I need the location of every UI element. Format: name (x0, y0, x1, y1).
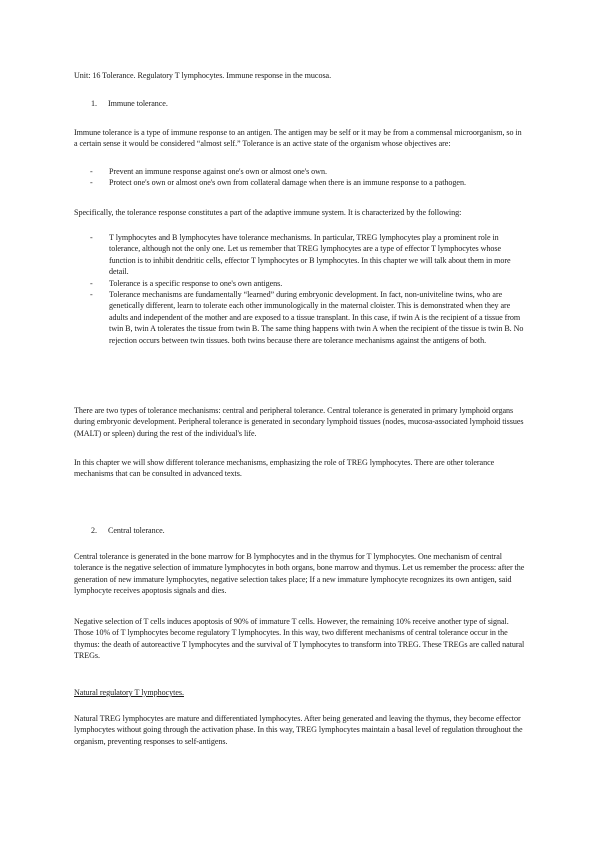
list-item: - Tolerance is a specific response to one's own antigens. (90, 278, 283, 288)
tolerance-types-paragraph: There are two types of tolerance mechanisms: central and peripheral tolerance. Central tolerance is generated in primary lymphoid organs during embryonic development. Peripheral tolerance is generated in secondary lymphoid tissues (nodes, mucosa-associated lymphoid tissues (MALT) or spleen) during the rest of the individual's life. (74, 406, 524, 438)
list-item: - Tolerance mechanisms are fundamentally “learned” during embryonic development. In fact, non-univiteline twins, who are genetically different, learn to tolerate each other immunologically in the maternal cloister. This is demonstrated when they are adults and independent of the mother and are exposed to a tissue transplant. In this case, if twin A is the recipient of a tissue from twin B, twin A tolerates the tissue from twin B. The same thing happens with twin A when the recipient of the tissue is twin B. No rejection occurs between twin tissues. both twins because there are tolerance mechanisms against the antigens of both. (90, 290, 524, 345)
chapter-note-paragraph: In this chapter we will show different tolerance mechanisms, emphasizing the role of TREG lymphocytes. There are other tolerance mechanisms that can be consulted in advanced texts. (74, 458, 495, 479)
characteristics-list (74, 232, 526, 346)
section-2-title: Central tolerance. (108, 526, 165, 535)
unit-title: Unit: 16 Tolerance. Regulatory T lymphocytes. Immune response in the mucosa. (74, 71, 332, 80)
characterized-intro: Specifically, the tolerance response constitutes a part of the adaptive immune system. It is characterized by the following: (74, 208, 462, 217)
section-1-intro: Immune tolerance is a type of immune response to an antigen. The antigen may be self or it may be from a commensal microorganism, so in a certain sense it would be considered “almost self.” Tolerance is an active state of the organism whose objectives are: (74, 128, 522, 149)
dash-bullet: - (90, 178, 93, 188)
list-item: - Prevent an immune response against one's own or almost one's own. (90, 167, 327, 176)
dash-bullet: - (90, 278, 93, 288)
negative-selection-paragraph: Negative selection of T cells induces apoptosis of 90% of immature T cells. However, the remaining 10% receive another type of signal. Those 10% of T lymphocytes become regulatory T lymphocytes. In this way, two different mechanisms of central tolerance occur in the thymus: the death of autoreactive T lymphocytes and the survival of T lymphocytes to transform into TREG. These TREGs are called natural TREGs. (74, 617, 525, 661)
objectives-list (74, 166, 526, 189)
section-1-number: 1. (91, 99, 97, 108)
natural-treg-subheading: Natural regulatory T lymphocytes. (74, 688, 184, 697)
section-1-heading (91, 98, 168, 109)
dash-bullet: - (90, 233, 93, 242)
natural-treg-paragraph: Natural TREG lymphocytes are mature and differentiated lymphocytes. After being generated and leaving the thymus, they become effector lymphocytes without going through the activation phase. In this way, TREG lymphocytes maintain a basal level of regulation throughout the organism, preventing responses to self-antigens. (74, 714, 523, 746)
list-item: - T lymphocytes and B lymphocytes have tolerance mechanisms. In particular, TREG lymphocytes play a prominent role in tolerance, although not the only one. Let us remember that TREG lymphocytes are a type of effector T lymphocytes whose function is to inhibit dendritic cells, effector T lymphocytes or B lymphocytes. In this chapter we will talk about them in more detail. (90, 233, 511, 277)
list-item: - Protect one's own or almost one's own from collateral damage when there is an immune response to a pathogen. (90, 178, 466, 188)
central-tolerance-paragraph: Central tolerance is generated in the bone marrow for B lymphocytes and in the thymus for T lymphocytes. One mechanism of central tolerance is the negative selection of immature lymphocytes in both organs, bone marrow and thymus. Let us remember the process: after the generation of new immature lymphocytes, negative selection takes place; If a new immature lymphocyte recognizes its own antigen, said lymphocyte receives apoptosis signals and dies. (74, 552, 525, 596)
dash-bullet: - (90, 290, 93, 300)
section-2-heading (91, 525, 165, 536)
section-2-number: 2. (91, 526, 97, 535)
dash-bullet: - (90, 167, 93, 176)
section-1-title: Immune tolerance. (108, 99, 168, 108)
